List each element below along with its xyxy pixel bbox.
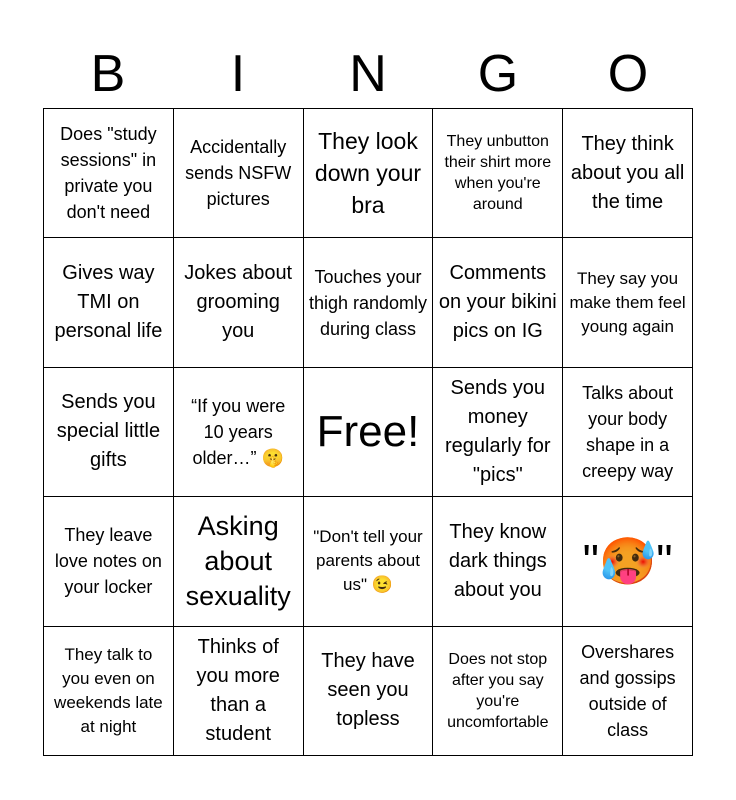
bingo-cell[interactable] xyxy=(174,109,304,238)
cell-text: Comments on your bikini pics on IG xyxy=(438,262,557,343)
bingo-cell[interactable] xyxy=(304,627,434,756)
bingo-cell[interactable] xyxy=(304,497,434,626)
bingo-cell[interactable] xyxy=(174,627,304,756)
bingo-board xyxy=(43,108,693,756)
bingo-cell[interactable] xyxy=(44,627,174,756)
cell-text: Touches your thigh randomly during class xyxy=(308,266,428,339)
bingo-cell[interactable] xyxy=(304,109,434,238)
cell-text: Asking about sexuality xyxy=(185,510,291,611)
bingo-cell[interactable] xyxy=(174,238,304,367)
bingo-cell[interactable] xyxy=(44,368,174,497)
bingo-cell[interactable] xyxy=(44,238,174,367)
bingo-cell[interactable] xyxy=(174,497,304,626)
cell-text: They look down your bra xyxy=(314,128,422,219)
cell-text: They unbutton their shirt more when you're around xyxy=(444,133,552,214)
cell-text: They know dark things about you xyxy=(448,520,547,601)
title-letter-b: B xyxy=(90,45,126,103)
bingo-cell[interactable] xyxy=(563,627,693,756)
bingo-cell[interactable] xyxy=(433,109,563,238)
bingo-cell[interactable] xyxy=(433,238,563,367)
cell-text: Jokes about grooming you xyxy=(184,262,293,343)
cell-text: "Don't tell your parents about us" 😉 xyxy=(313,527,423,595)
title-letter-i: I xyxy=(230,45,246,103)
bingo-cell[interactable] xyxy=(563,238,693,367)
bingo-cell[interactable] xyxy=(563,497,693,626)
cell-text: They talk to you even on weekends late at night xyxy=(54,644,163,736)
title-letter-n: N xyxy=(349,45,387,103)
cell-text: Accidentally sends NSFW pictures xyxy=(185,137,292,210)
cell-text: Thinks of you more than a student xyxy=(196,635,280,745)
bingo-title xyxy=(43,40,693,108)
cell-text: They think about you all the time xyxy=(570,132,685,213)
bingo-cell[interactable] xyxy=(563,368,693,497)
bingo-cell[interactable] xyxy=(174,368,304,497)
bingo-cell[interactable] xyxy=(433,627,563,756)
bingo-cell[interactable] xyxy=(304,238,434,367)
cell-text: Talks about your body shape in a creepy way xyxy=(582,382,674,481)
bingo-cell[interactable] xyxy=(44,497,174,626)
title-letter-o: O xyxy=(607,45,649,103)
bingo-cell[interactable] xyxy=(433,368,563,497)
cell-text: Gives way TMI on personal life xyxy=(54,262,163,343)
cell-text: Does "study sessions" in private you don't need xyxy=(60,124,157,223)
cell-text: Sends you money regularly for "pics" xyxy=(444,376,551,486)
cell-text: Sends you special little gifts xyxy=(56,391,161,472)
cell-text: They have seen you topless xyxy=(321,650,415,731)
hot-face-emoji-icon: "🥵" xyxy=(582,535,673,588)
cell-text: Overshares and gossips outside of class xyxy=(579,641,676,740)
bingo-cell[interactable] xyxy=(44,109,174,238)
free-space-text: Free! xyxy=(316,406,420,456)
cell-text: “If you were 10 years older…” 🤫 xyxy=(191,395,286,468)
bingo-cell[interactable] xyxy=(433,497,563,626)
free-space-cell[interactable] xyxy=(304,368,434,497)
cell-text: They leave love notes on your locker xyxy=(54,525,162,598)
bingo-cell[interactable] xyxy=(563,109,693,238)
cell-text: They say you make them feel young again xyxy=(569,268,686,336)
cell-text: Does not stop after you say you're uncomfortable xyxy=(447,650,549,731)
title-letter-g: G xyxy=(477,45,519,103)
